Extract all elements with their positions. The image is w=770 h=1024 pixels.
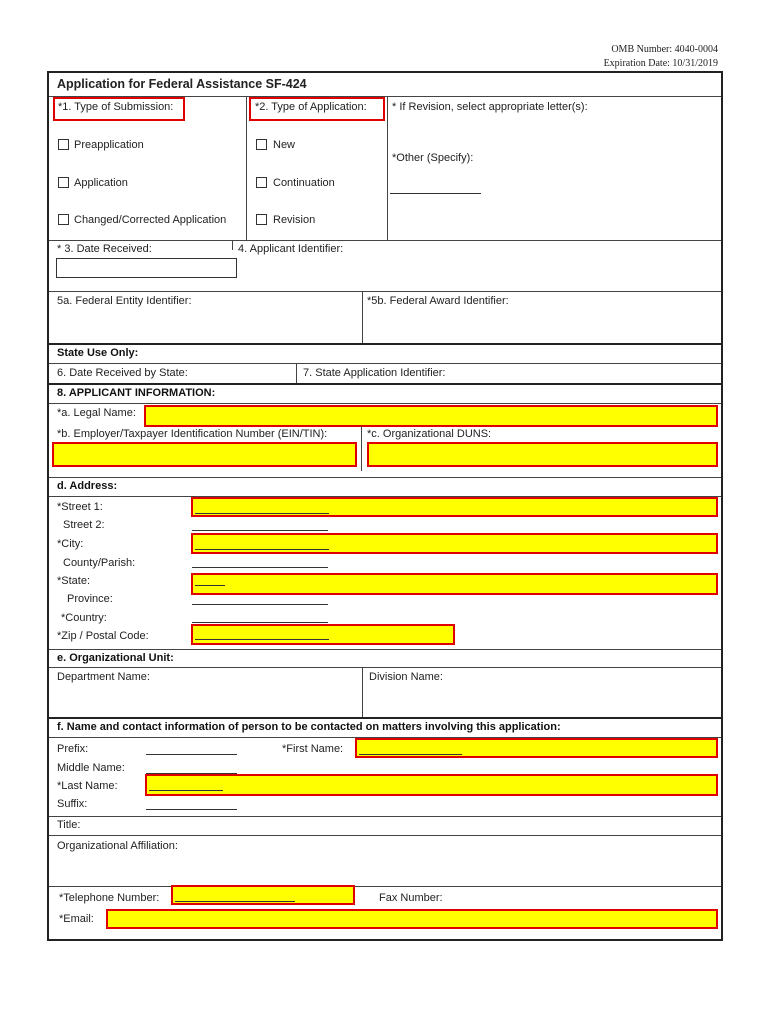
middle-name-label: Middle Name: [57, 762, 125, 774]
country-input[interactable] [192, 622, 328, 623]
continuation-checkbox[interactable] [256, 177, 267, 188]
street1-underline [195, 513, 329, 514]
street2-label: Street 2: [63, 519, 105, 531]
divider [49, 291, 721, 292]
country-label: *Country: [61, 612, 107, 624]
state-underline [195, 585, 225, 586]
street1-input[interactable] [191, 497, 718, 517]
street1-label: *Street 1: [57, 501, 103, 513]
first-name-input[interactable] [355, 738, 718, 758]
city-underline [195, 549, 329, 550]
divider [49, 649, 721, 650]
title-label: Title: [57, 819, 81, 831]
new-checkbox[interactable] [256, 139, 267, 150]
org-duns-input[interactable] [367, 442, 718, 467]
divider [49, 886, 721, 887]
omb-number: OMB Number: 4040-0004 [611, 44, 718, 55]
divider [362, 667, 363, 718]
province-input[interactable] [192, 604, 328, 605]
divider [49, 477, 721, 478]
org-duns-label: *c. Organizational DUNS: [367, 428, 492, 440]
zip-input[interactable] [191, 624, 455, 645]
divider [232, 240, 233, 250]
telephone-input[interactable] [171, 885, 355, 905]
changed-application-checkbox[interactable] [58, 214, 69, 225]
divider [49, 667, 721, 668]
sf424-form [47, 71, 723, 941]
divider [49, 383, 721, 385]
address-heading: d. Address: [57, 480, 118, 492]
state-use-only-heading: State Use Only: [57, 347, 139, 359]
department-name-label: Department Name: [57, 671, 150, 683]
suffix-input[interactable] [146, 809, 237, 810]
county-input[interactable] [192, 567, 328, 568]
division-name-label: Division Name: [369, 671, 443, 683]
type-of-application-label: *2. Type of Application: [255, 101, 367, 113]
applicant-identifier-label: 4. Applicant Identifier: [238, 243, 344, 255]
ein-tin-input[interactable] [52, 442, 357, 467]
divider [49, 363, 721, 364]
state-application-identifier-label: 7. State Application Identifier: [303, 367, 446, 379]
email-label: *Email: [59, 913, 94, 925]
first-name-label: *First Name: [282, 743, 344, 755]
legal-name-input[interactable] [144, 405, 718, 427]
suffix-label: Suffix: [57, 798, 88, 810]
revision-checkbox[interactable] [256, 214, 267, 225]
county-label: County/Parish: [63, 557, 136, 569]
street2-input[interactable] [192, 530, 328, 531]
date-received-label: * 3. Date Received: [57, 243, 152, 255]
expiration-date: Expiration Date: 10/31/2019 [603, 58, 718, 69]
date-received-by-state-label: 6. Date Received by State: [57, 367, 188, 379]
divider [49, 343, 721, 345]
changed-application-label: Changed/Corrected Application [74, 214, 227, 226]
form-title: Application for Federal Assistance SF-424 [57, 77, 307, 91]
type-of-submission-label: *1. Type of Submission: [58, 101, 174, 113]
divider [387, 96, 388, 241]
telephone-label: *Telephone Number: [59, 892, 160, 904]
legal-name-label: *a. Legal Name: [57, 407, 136, 419]
last-name-label: *Last Name: [57, 780, 118, 792]
application-checkbox[interactable] [58, 177, 69, 188]
divider [361, 426, 362, 471]
divider [49, 403, 721, 404]
revision-prompt: * If Revision, select appropriate letter(s): [392, 101, 588, 113]
divider [246, 96, 247, 241]
divider [49, 717, 721, 719]
org-unit-heading: e. Organizational Unit: [57, 652, 174, 664]
prefix-input[interactable] [146, 754, 237, 755]
contact-heading: f. Name and contact information of person to be contacted on matters involving this application: [57, 721, 561, 733]
application-label: Application [74, 177, 128, 189]
other-specify-input[interactable] [390, 193, 481, 194]
province-label: Province: [67, 593, 113, 605]
applicant-information-heading: 8. APPLICANT INFORMATION: [57, 387, 216, 399]
divider [49, 240, 721, 241]
state-input[interactable] [191, 573, 718, 595]
first-name-underline [359, 754, 462, 755]
city-label: *City: [57, 538, 84, 550]
zip-underline [195, 639, 329, 640]
preapplication-checkbox[interactable] [58, 139, 69, 150]
divider [362, 291, 363, 344]
zip-label: *Zip / Postal Code: [57, 630, 149, 642]
preapplication-label: Preapplication [74, 139, 144, 151]
state-label: *State: [57, 575, 91, 587]
city-input[interactable] [191, 533, 718, 554]
other-specify-label: *Other (Specify): [392, 152, 474, 164]
last-name-input[interactable] [145, 774, 718, 796]
continuation-label: Continuation [273, 177, 335, 189]
email-input[interactable] [106, 909, 718, 929]
federal-award-identifier-label: *5b. Federal Award Identifier: [367, 295, 509, 307]
date-received-input[interactable] [56, 258, 237, 278]
affiliation-label: Organizational Affiliation: [57, 840, 178, 852]
federal-entity-identifier-label: 5a. Federal Entity Identifier: [57, 295, 192, 307]
telephone-underline [175, 901, 295, 902]
ein-tin-label: *b. Employer/Taxpayer Identification Number (EIN/TIN): [57, 428, 328, 440]
revision-label: Revision [273, 214, 316, 226]
fax-label: Fax Number: [379, 892, 443, 904]
divider [49, 816, 721, 817]
divider [296, 363, 297, 383]
new-label: New [273, 139, 296, 151]
last-name-underline [149, 790, 223, 791]
divider [49, 835, 721, 836]
prefix-label: Prefix: [57, 743, 89, 755]
